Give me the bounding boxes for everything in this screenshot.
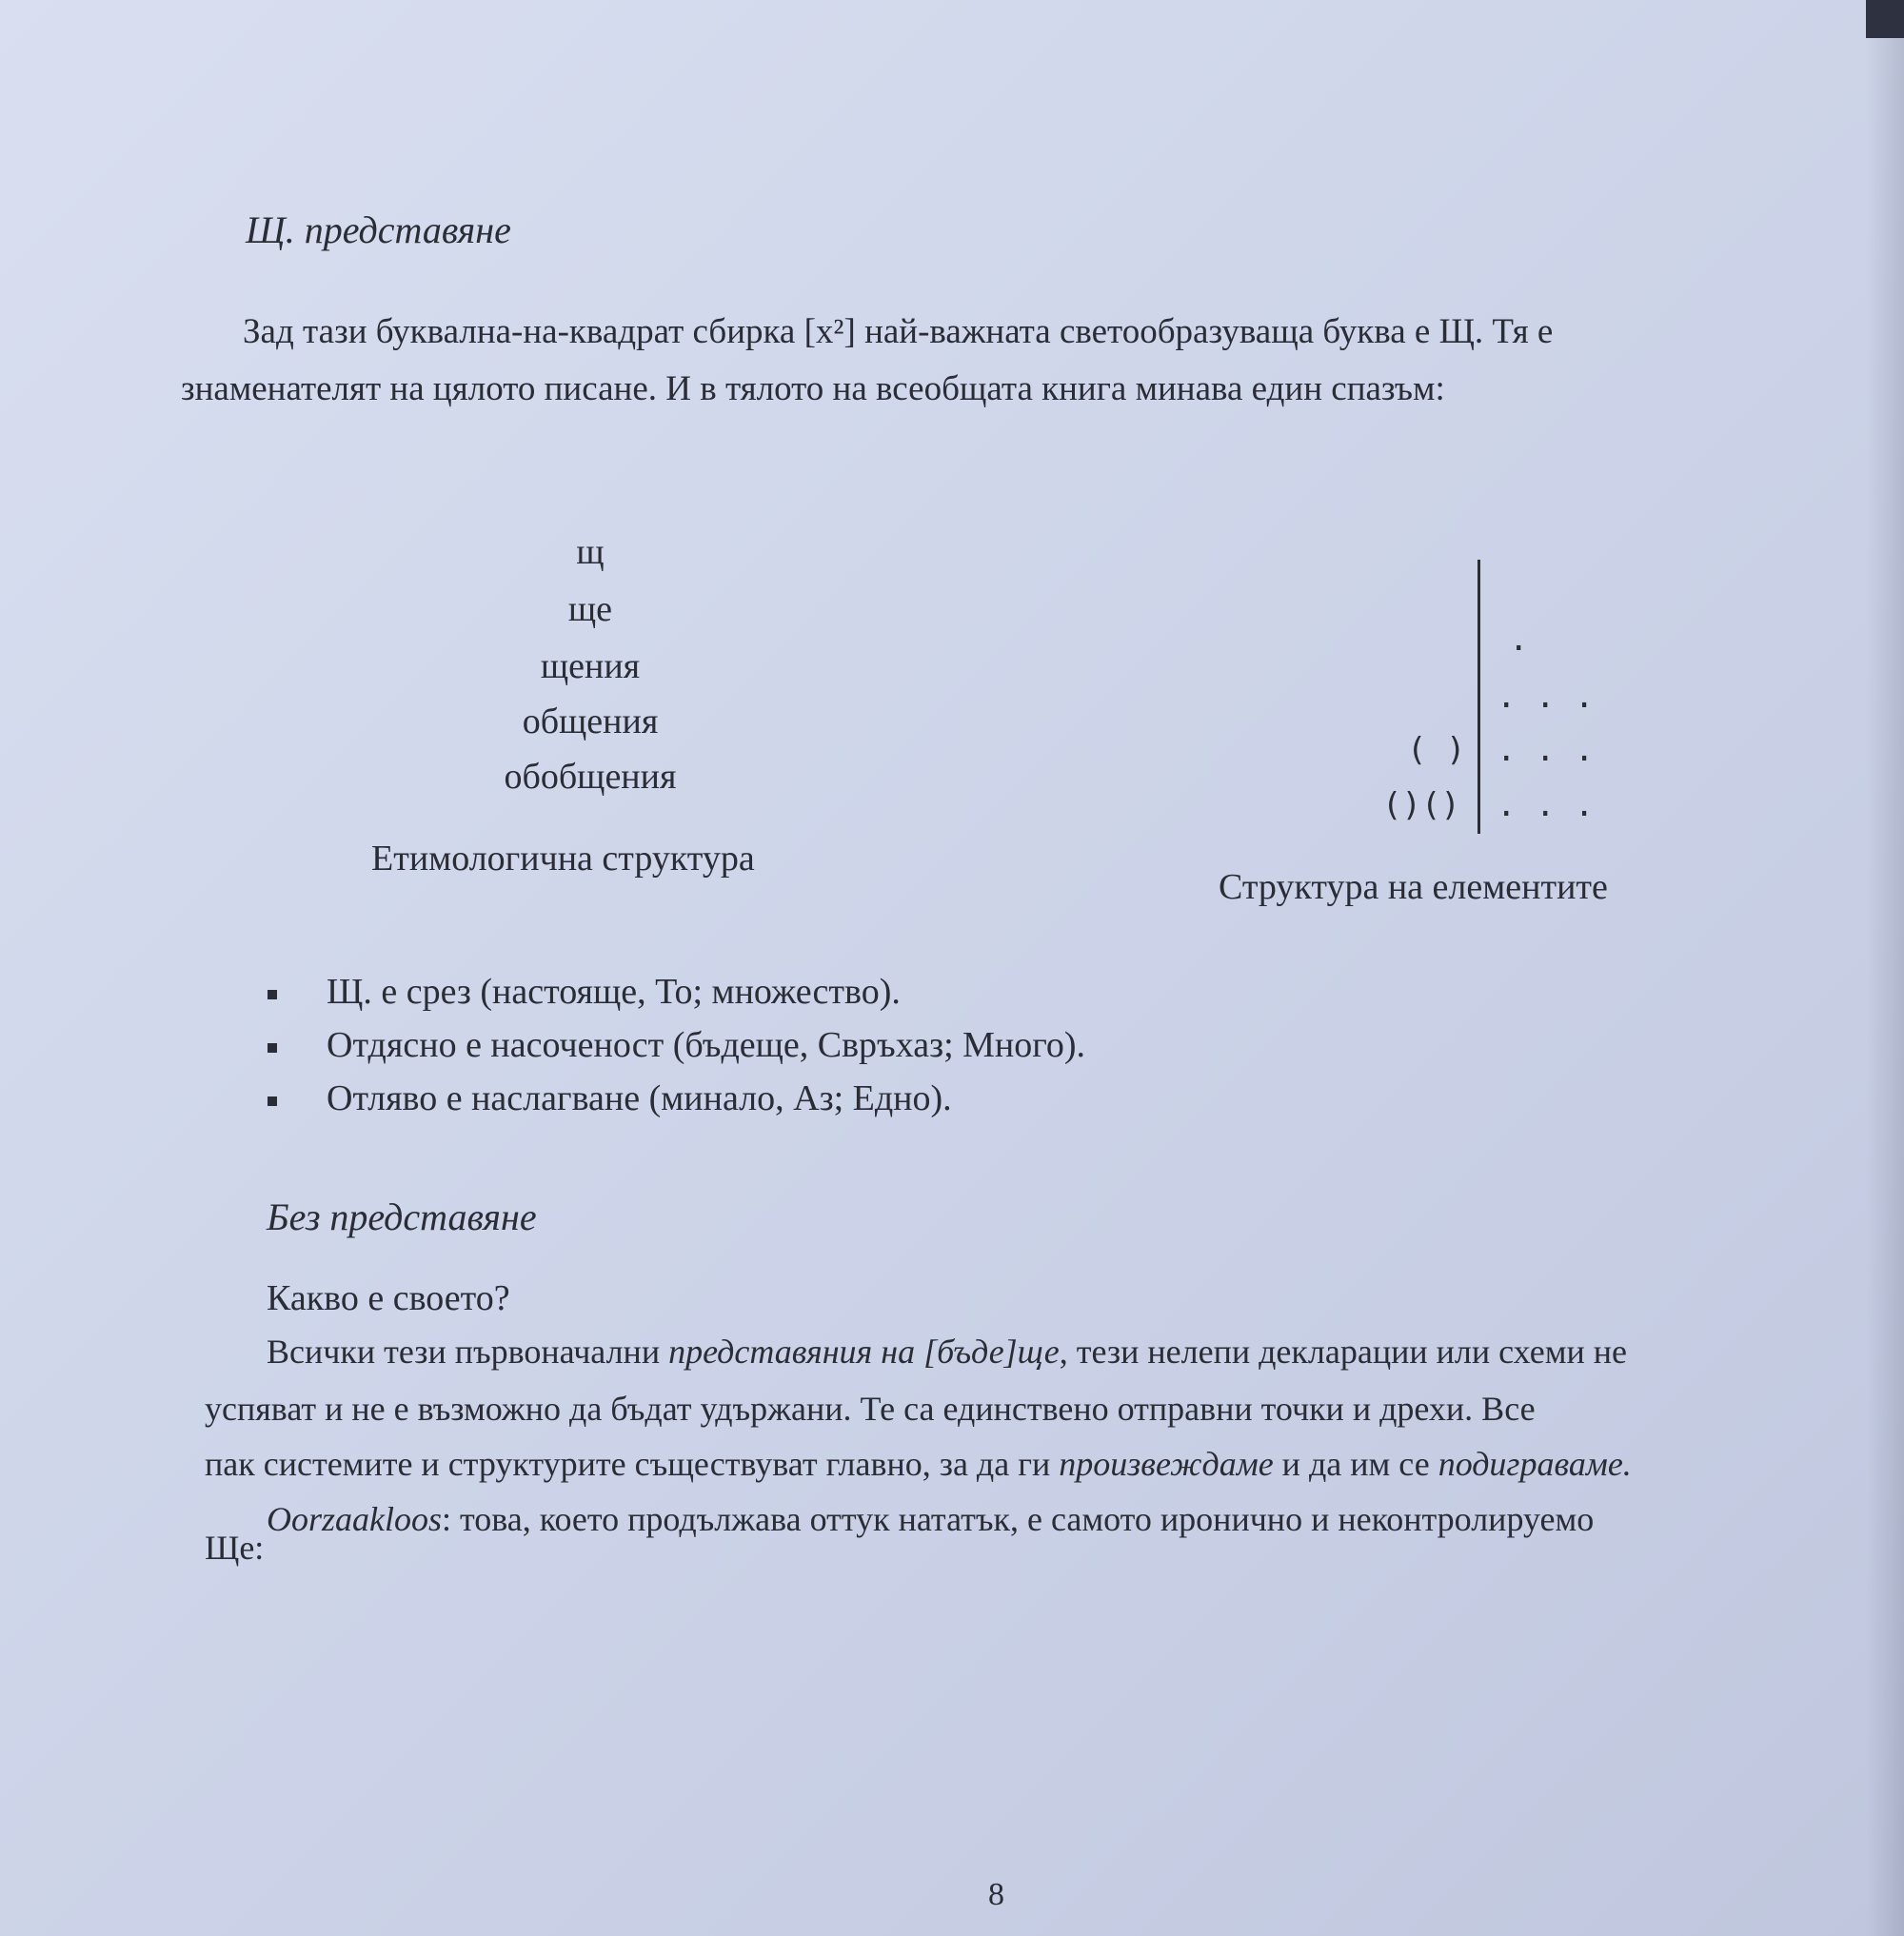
section-heading-without: Без представяне [267, 1195, 537, 1238]
bullet-text: Отляво е наслагване (минало, Аз; Едно). [327, 1078, 952, 1118]
etymology-word: щ [576, 532, 605, 572]
bullet-list [262, 971, 1085, 1131]
paragraph-2-line-5: Ще: [205, 1529, 265, 1567]
bullet-item [262, 1024, 1085, 1077]
question-line: Какво е своето? [267, 1278, 510, 1318]
page-number: 8 [988, 1877, 1004, 1912]
element-row-suffix: . . . [1497, 786, 1595, 824]
etymology-word: обобщения [504, 757, 677, 797]
bullet-square-icon [268, 990, 277, 999]
paragraph-2-line-4: Oorzaakloos: това, което продължава оттук нататък, е самото иронично и неконтролируемо [267, 1500, 1595, 1538]
paragraph-line-2: знаменателят на цялото писане. И в тялото на всеобщата книга минава един спазъм: [181, 369, 1445, 408]
paragraph-2-line-3: пак системите и структурите съществуват главно, за да ги произвеждаме и да им се подиграваме. [205, 1445, 1632, 1483]
paragraph-2-line-1: Всички тези първоначални представяния на [бъде]ще, тези нелепи декларации или схеми не [267, 1333, 1627, 1371]
bullet-square-icon [268, 1096, 277, 1106]
element-row-suffix: . [1509, 621, 1529, 659]
background-corner [1866, 0, 1904, 38]
bullet-item [262, 971, 1085, 1024]
bullet-item [262, 1077, 1085, 1131]
section-heading-shcht: Щ. представяне [246, 208, 511, 251]
element-row-prefix: ( ) [1407, 731, 1466, 769]
paragraph-2-line-2: успяват и не е възможно да бъдат удържани. Те са единствено отправни точки и дрехи. Все [205, 1390, 1536, 1428]
elements-caption: Структура на елементите [1219, 867, 1608, 907]
element-row-suffix: . . . [1497, 678, 1595, 716]
bullet-square-icon [268, 1043, 277, 1053]
etymology-word: щения [540, 646, 641, 686]
etymology-word: общения [522, 701, 659, 741]
paragraph-line-1: Зад тази буквална-на-квадрат сбирка [x²] най-важната светообразуваща буква е Щ. Тя е [243, 312, 1554, 351]
etymology-word: ще [567, 589, 613, 629]
element-row-suffix: . . . [1497, 731, 1595, 769]
element-row-prefix: ()() [1382, 786, 1460, 824]
etymology-caption: Етимологична структура [371, 839, 755, 879]
page-edge-shadow [1866, 0, 1904, 1936]
bullet-text: Отдясно е насоченост (бъдеще, Свръхаз; Много). [327, 1025, 1086, 1065]
vertical-bar [1478, 560, 1480, 834]
bullet-text: Щ. е срез (настояще, То; множество). [327, 972, 901, 1012]
